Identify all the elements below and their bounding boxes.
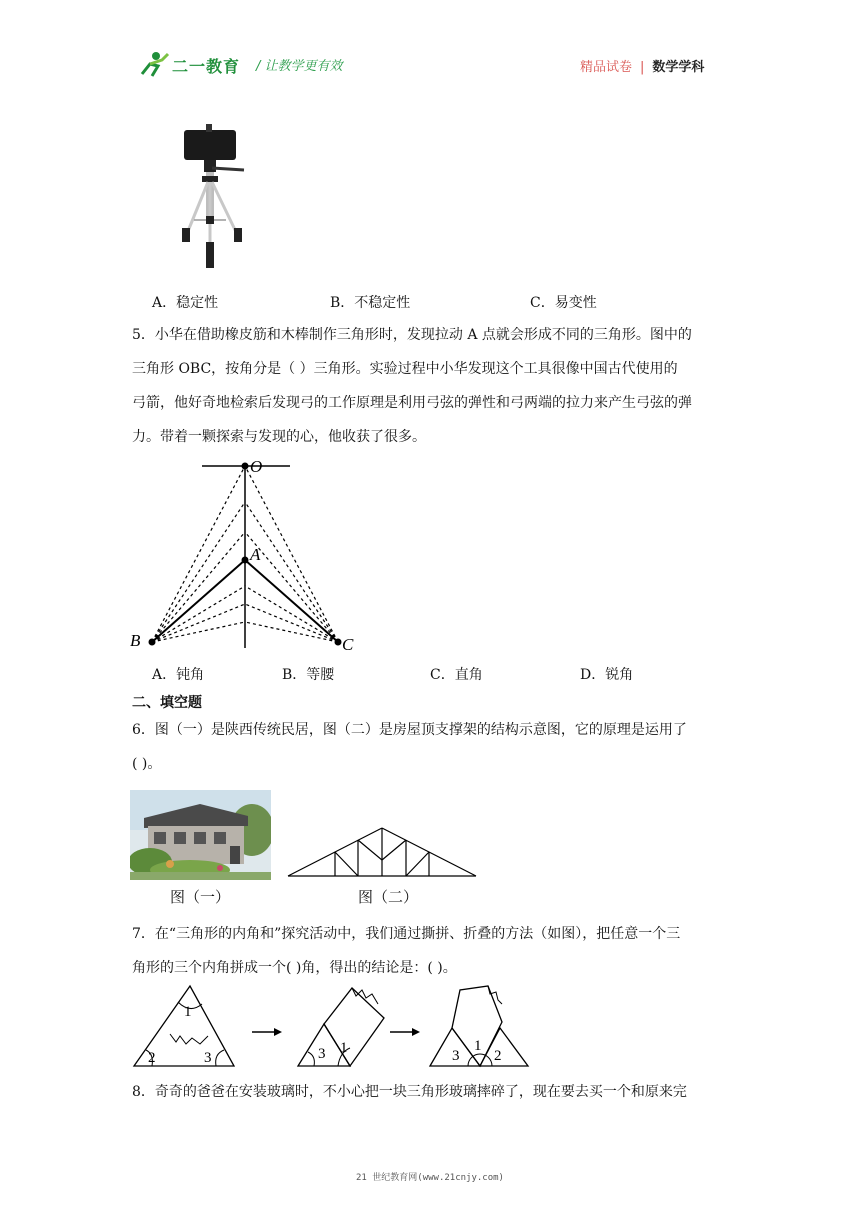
- q5-option-b: B．等腰: [282, 667, 335, 683]
- label-b: B: [130, 631, 141, 650]
- arrow-right-icon: [252, 1026, 282, 1038]
- q7-triangle-step-2: [294, 982, 386, 1070]
- q6-line-1: 6．图（一）是陕西传统民居，图（二）是房屋顶支撑架的结构示意图，它的原理是运用了: [132, 722, 687, 738]
- q5-line-3: 弓箭，他好奇地检索后发现弓的工作原理是利用弓弦的弹性和弓两端的拉力来产生弓弦的弹: [132, 395, 692, 411]
- angle-3-label: 3: [204, 1050, 212, 1066]
- q4-option-c: C．易变性: [530, 295, 597, 311]
- q5-line-4: 力。带着一颗探索与发现的心，他收获了很多。: [132, 429, 426, 445]
- q4-option-a: A．稳定性: [152, 295, 219, 311]
- figure-caption-1: 图（一）: [170, 888, 231, 906]
- logo-icon: [136, 50, 172, 78]
- figure-caption-2: 图（二）: [358, 888, 419, 906]
- arrow-right-icon-2: [390, 1026, 420, 1038]
- q7-triangle-step-3: [426, 982, 532, 1070]
- q4-option-b: B．不稳定性: [330, 295, 411, 311]
- step3-angle-2-label: 2: [494, 1048, 502, 1064]
- q5-option-d: D．锐角: [580, 667, 634, 683]
- q6-line-2: ( )。: [132, 756, 162, 772]
- header-label-premium: 精品试卷: [580, 60, 633, 75]
- label-a: A: [250, 545, 261, 564]
- header-right: [580, 56, 704, 75]
- label-c: C: [342, 635, 354, 654]
- q7-line-2: 角形的三个内角拼成一个( )角，得出的结论是：( )。: [132, 960, 457, 976]
- step3-angle-1-label: 1: [474, 1038, 482, 1054]
- q5-line-1: 5．小华在借助橡皮筋和木棒制作三角形时，发现拉动 A 点就会形成不同的三角形。图中的: [132, 327, 692, 343]
- q8-line-1: 8．奇奇的爸爸在安装玻璃时，不小心把一块三角形玻璃摔碎了，现在要去买一个和原来完: [132, 1084, 687, 1100]
- header-label-subject: 数学学科: [652, 60, 705, 75]
- header-slogan: / 让教学更有效: [256, 59, 343, 74]
- roof-truss-diagram: [286, 824, 478, 880]
- angle-1-label: 1: [184, 1004, 192, 1020]
- step2-angle-1-label: 1: [340, 1040, 348, 1056]
- q5-triangle-diagram: [126, 454, 366, 660]
- header-separator: |: [640, 60, 645, 75]
- page-footer: 21 世纪教育网(www.21cnjy.com): [356, 1173, 504, 1183]
- q7-line-1: 7．在“三角形的内角和”探究活动中，我们通过撕拼、折叠的方法（如图），把任意一个三: [132, 926, 681, 942]
- q5-line-2: 三角形 OBC，按角分是（ ）三角形。实验过程中小华发现这个工具很像中国古代使用的: [132, 361, 678, 377]
- section-title: 二、填空题: [132, 695, 202, 711]
- logo-text: 二一教育: [172, 57, 241, 76]
- q5-option-c: C．直角: [430, 667, 483, 683]
- tripod-phone-image: [176, 124, 256, 272]
- shaanxi-house-photo: [130, 790, 271, 880]
- step3-angle-3-label: 3: [452, 1048, 460, 1064]
- step2-angle-3-label: 3: [318, 1046, 326, 1062]
- q7-triangle-original: [130, 982, 238, 1070]
- label-o: O: [250, 457, 263, 476]
- q5-option-a: A．钝角: [152, 667, 205, 683]
- angle-2-label: 2: [148, 1050, 156, 1066]
